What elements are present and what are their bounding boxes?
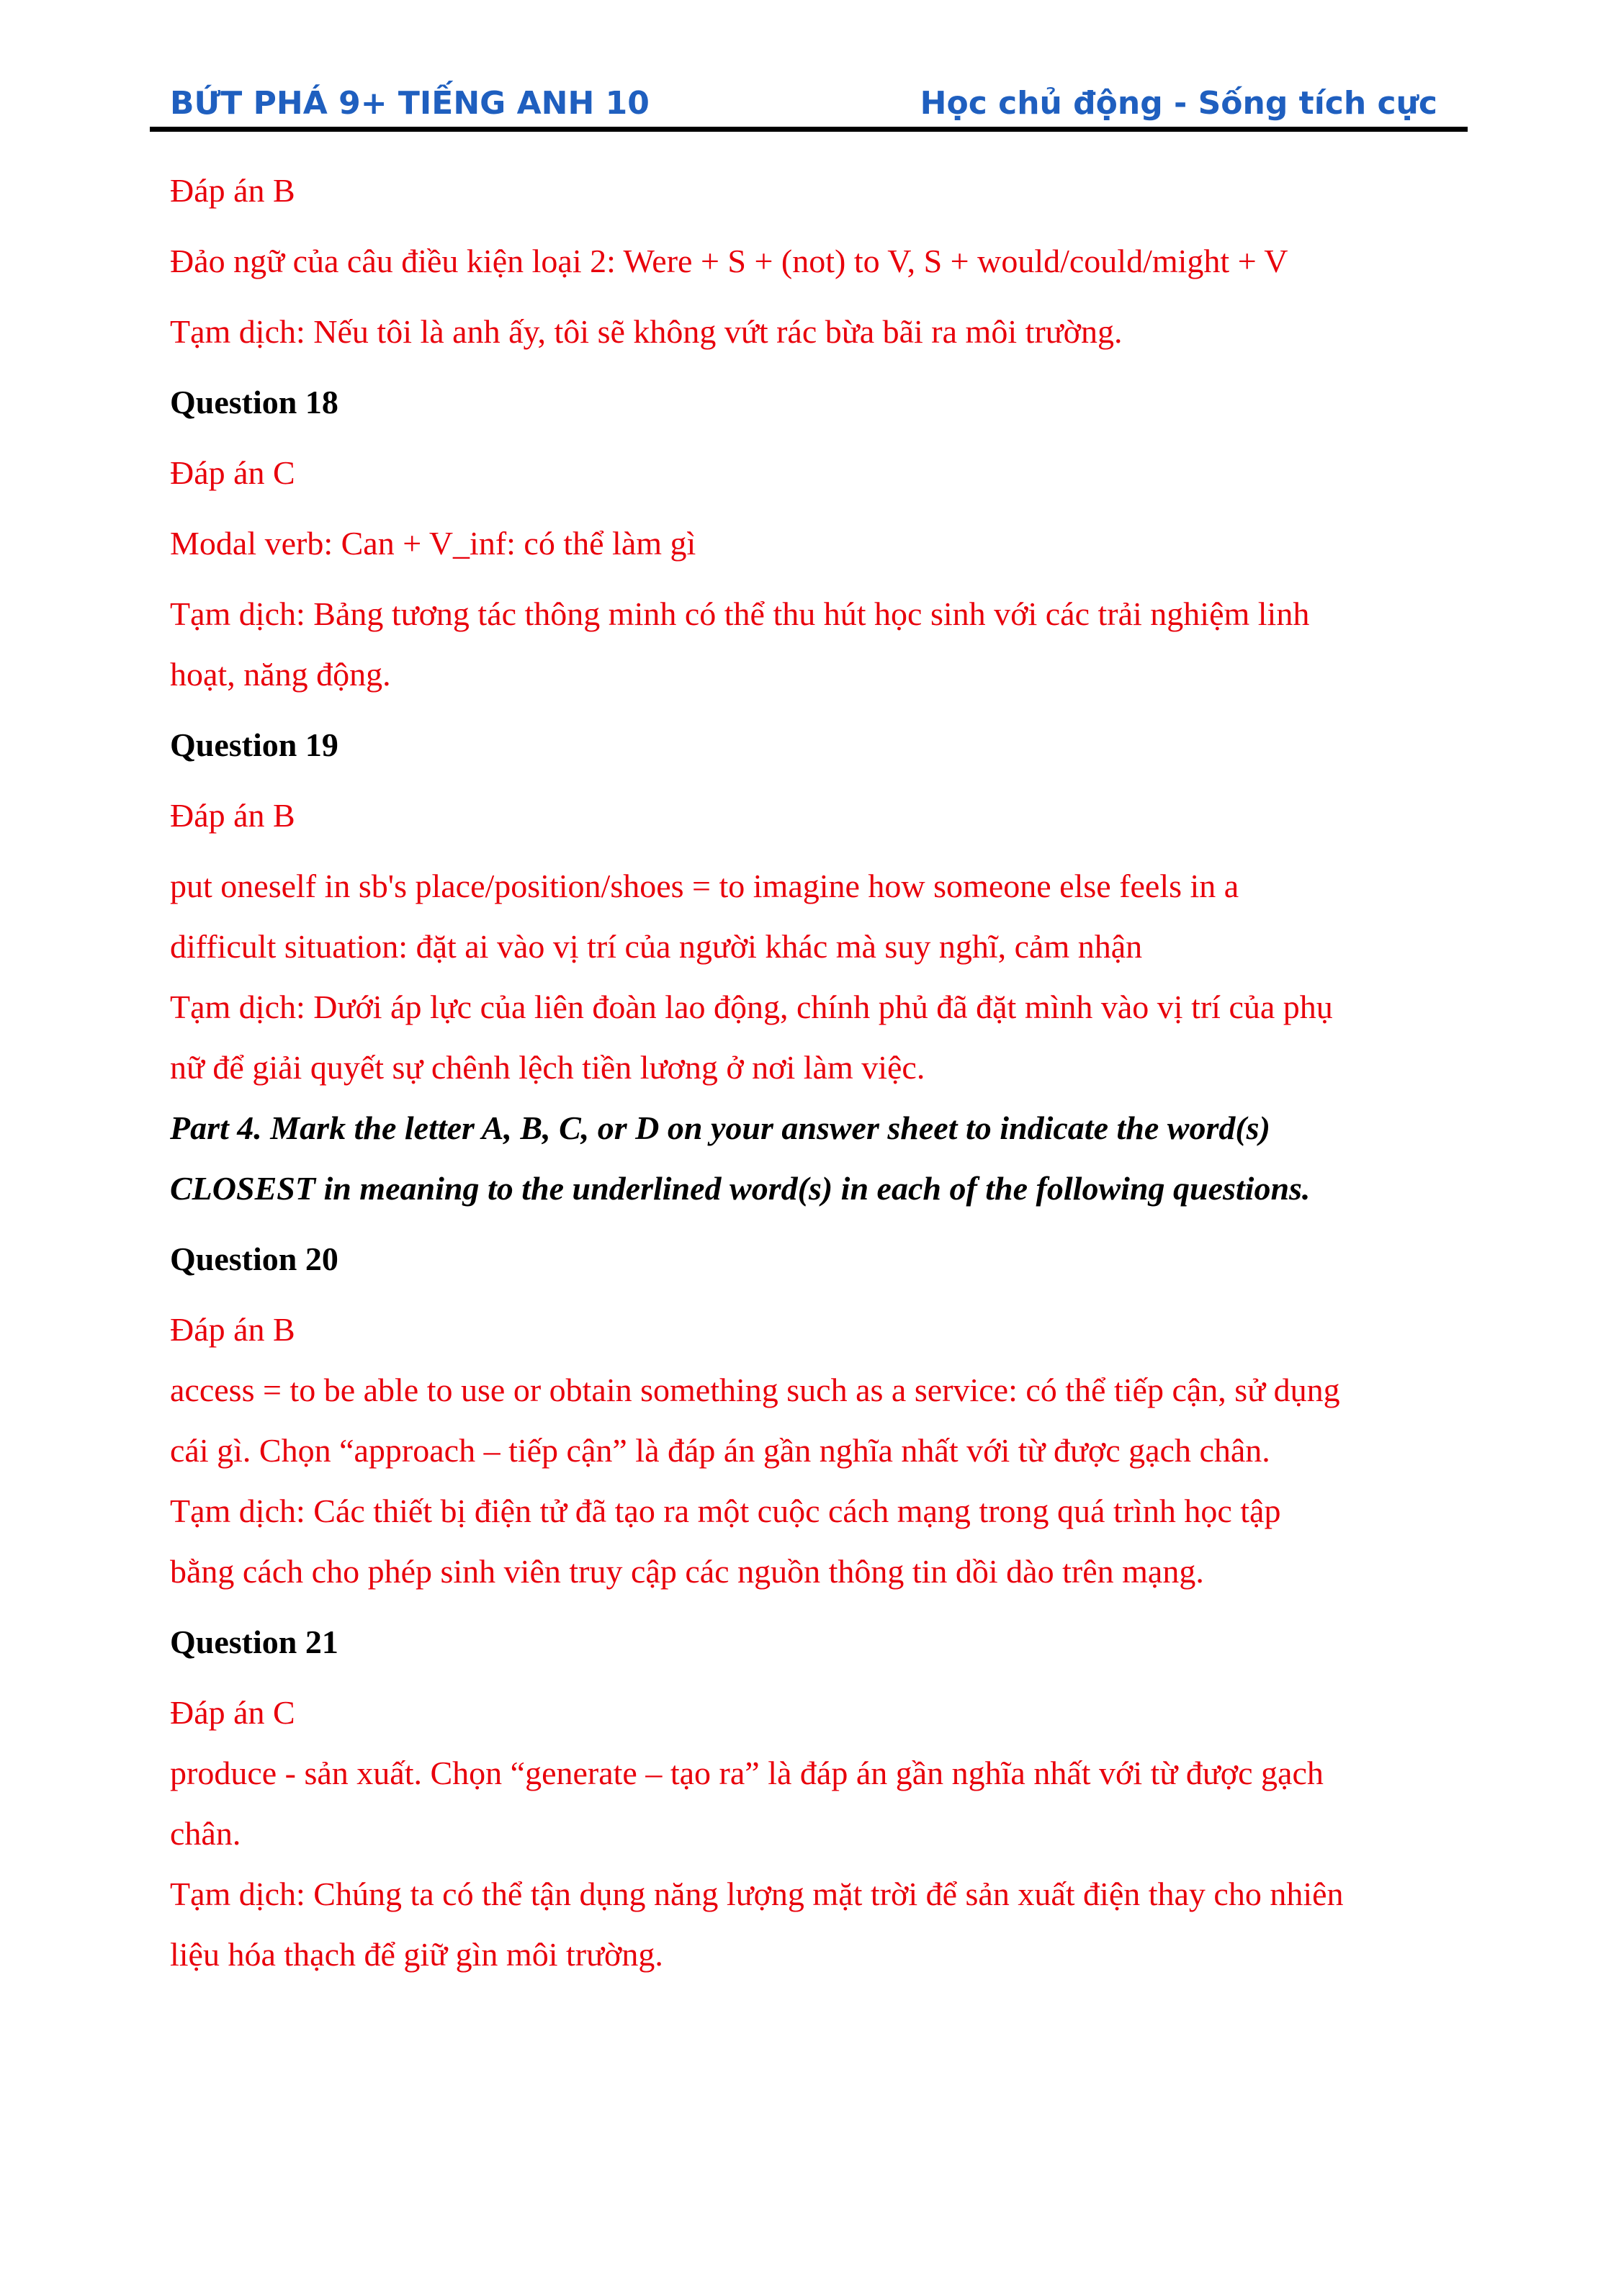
q20-title: Question 20 (170, 1241, 338, 1277)
q19-translation-line2: nữ để giải quyết sự chênh lệch tiền lương ở nơi làm việc. (170, 1049, 925, 1086)
q21-translation-line2: liệu hóa thạch để giữ gìn môi trường. (170, 1936, 663, 1973)
q17-explanation: Đảo ngữ của câu điều kiện loại 2: Were + S + (not) to V, S + would/could/might + V (170, 243, 1288, 279)
q17-translation: Tạm dịch: Nếu tôi là anh ấy, tôi sẽ không vứt rác bừa bãi ra môi trường. (170, 313, 1123, 350)
q19-explanation-line2: difficult situation: đặt ai vào vị trí của người khác mà suy nghĩ, cảm nhận (170, 928, 1143, 965)
q20-explanation-line2: cái gì. Chọn “approach – tiếp cận” là đáp án gần nghĩa nhất với từ được gạch chân. (170, 1432, 1270, 1469)
q20-explanation-line1: access = to be able to use or obtain something such as a service: có thể tiếp cận, sử dụng (170, 1372, 1340, 1408)
q21-title: Question 21 (170, 1624, 338, 1660)
q19-title: Question 19 (170, 726, 338, 763)
q17-answer: Đáp án B (170, 172, 295, 209)
q18-explanation: Modal verb: Can + V_inf: có thể làm gì (170, 525, 696, 562)
q20-translation-line1: Tạm dịch: Các thiết bị điện tử đã tạo ra một cuộc cách mạng trong quá trình học tập (170, 1493, 1281, 1529)
page-header (170, 78, 1437, 128)
q21-explanation-line2: chân. (170, 1815, 241, 1852)
q18-translation-line2: hoạt, năng động. (170, 656, 391, 693)
q21-explanation-line1: produce - sản xuất. Chọn “generate – tạo ra” là đáp án gần nghĩa nhất với từ được gạch (170, 1755, 1324, 1791)
part4-instruction-line1: Part 4. Mark the letter A, B, C, or D on your answer sheet to indicate the word(s) (170, 1109, 1270, 1146)
header-divider (150, 127, 1468, 132)
q21-translation-line1: Tạm dịch: Chúng ta có thể tận dụng năng lượng mặt trời để sản xuất điện thay cho nhiên (170, 1876, 1344, 1912)
q18-answer: Đáp án C (170, 454, 295, 491)
part4-instruction-line2: CLOSEST in meaning to the underlined word(s) in each of the following questions. (170, 1170, 1311, 1207)
q21-answer: Đáp án C (170, 1694, 295, 1731)
q20-translation-line2: bằng cách cho phép sinh viên truy cập các nguồn thông tin dồi dào trên mạng. (170, 1553, 1204, 1590)
header-slogan: Học chủ động - Sống tích cực (920, 85, 1437, 122)
q18-title: Question 18 (170, 384, 338, 420)
q20-answer: Đáp án B (170, 1311, 295, 1348)
q19-answer: Đáp án B (170, 797, 295, 834)
q18-translation-line1: Tạm dịch: Bảng tương tác thông minh có thể thu hút học sinh với các trải nghiệm linh (170, 595, 1310, 632)
header-book-title: BỨT PHÁ 9+ TIẾNG ANH 10 (170, 85, 650, 122)
q19-explanation-line1: put oneself in sb's place/position/shoes = to imagine how someone else feels in a (170, 868, 1239, 904)
q19-translation-line1: Tạm dịch: Dưới áp lực của liên đoàn lao động, chính phủ đã đặt mình vào vị trí của phụ (170, 989, 1333, 1025)
